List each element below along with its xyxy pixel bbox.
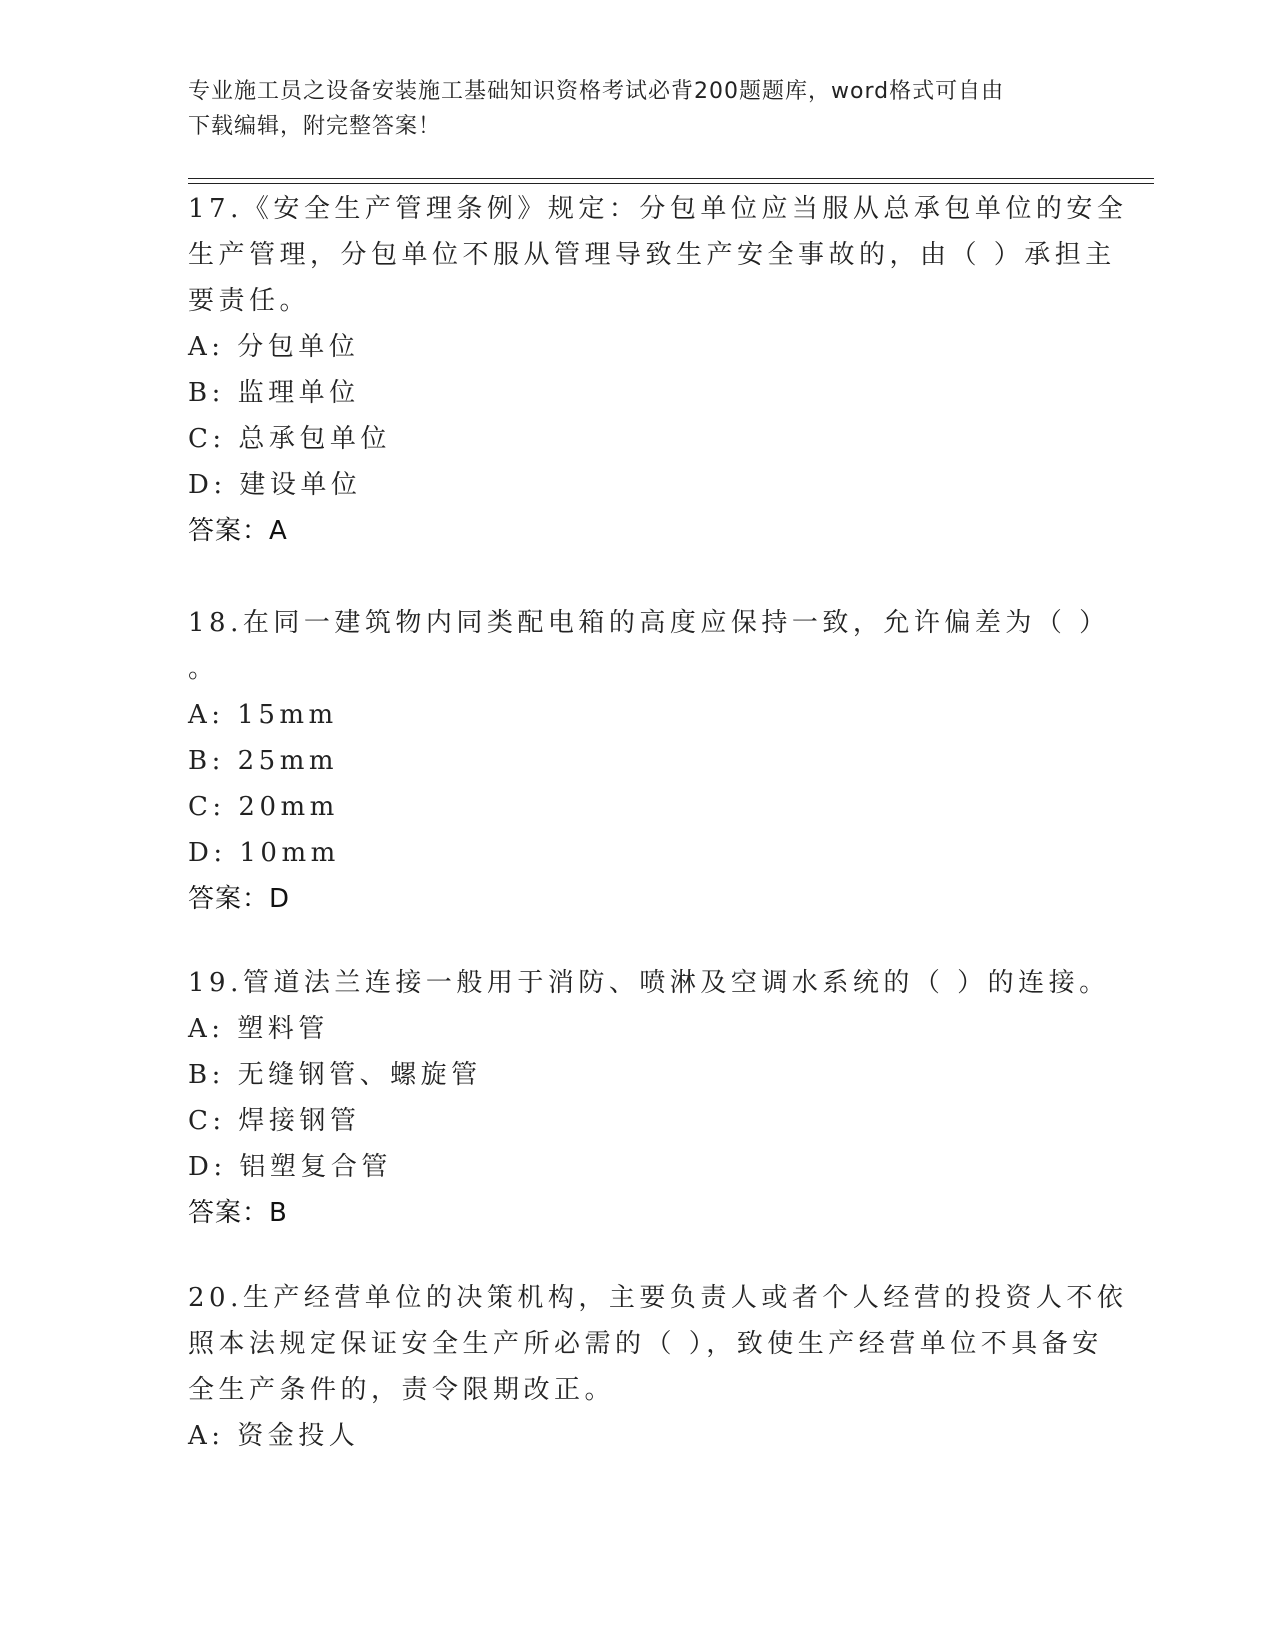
option-c: C: 总承包单位: [188, 424, 391, 454]
question-17: [188, 186, 1128, 554]
option-a: A: 15mm: [188, 700, 338, 730]
document-header: [188, 74, 1068, 144]
question-text-line: 生产管理，分包单位不服从管理导致生产安全事故的，由（ ）承担主: [188, 240, 1116, 270]
header-line-2: 下载编辑，附完整答案！: [188, 114, 442, 139]
option-a: A: 分包单位: [188, 332, 360, 362]
question-text-line: 20.生产经营单位的决策机构，主要负责人或者个人经营的投资人不依: [188, 1283, 1128, 1313]
answer: 答案：D: [188, 884, 291, 914]
question-18: [188, 600, 1110, 922]
option-a: A: 塑料管: [188, 1014, 329, 1044]
header-line-1: 专业施工员之设备安装施工基础知识资格考试必背200题题库，word格式可自由: [188, 79, 1005, 104]
option-b: B: 25mm: [188, 746, 339, 776]
answer: 答案：A: [188, 516, 288, 546]
question-text-line: 17.《安全生产管理条例》规定：分包单位应当服从总承包单位的安全: [188, 194, 1128, 224]
question-text-line: 18.在同一建筑物内同类配电箱的高度应保持一致，允许偏差为（ ）: [188, 608, 1110, 638]
question-20: [188, 1275, 1128, 1459]
option-b: B: 监理单位: [188, 378, 360, 408]
question-text-line: 全生产条件的，责令限期改正。: [188, 1375, 616, 1405]
option-c: C: 焊接钢管: [188, 1106, 361, 1136]
answer: 答案：B: [188, 1198, 288, 1228]
option-c: C: 20mm: [188, 792, 339, 822]
question-text-line: 照本法规定保证安全生产所必需的（ ），致使生产经营单位不具备安: [188, 1329, 1103, 1359]
question-19: [188, 960, 1110, 1236]
question-text-line: 19.管道法兰连接一般用于消防、喷淋及空调水系统的（ ）的连接。: [188, 968, 1110, 998]
option-d: D: 铝塑复合管: [188, 1152, 392, 1182]
option-d: D: 10mm: [188, 838, 340, 868]
header-rule-top: [188, 178, 1154, 179]
header-rule-bottom: [188, 183, 1154, 184]
question-text-line: 。: [188, 654, 219, 684]
option-b: B: 无缝钢管、螺旋管: [188, 1060, 482, 1090]
option-d: D: 建设单位: [188, 470, 362, 500]
question-text-line: 要责任。: [188, 286, 311, 316]
option-a: A: 资金投人: [188, 1421, 360, 1451]
